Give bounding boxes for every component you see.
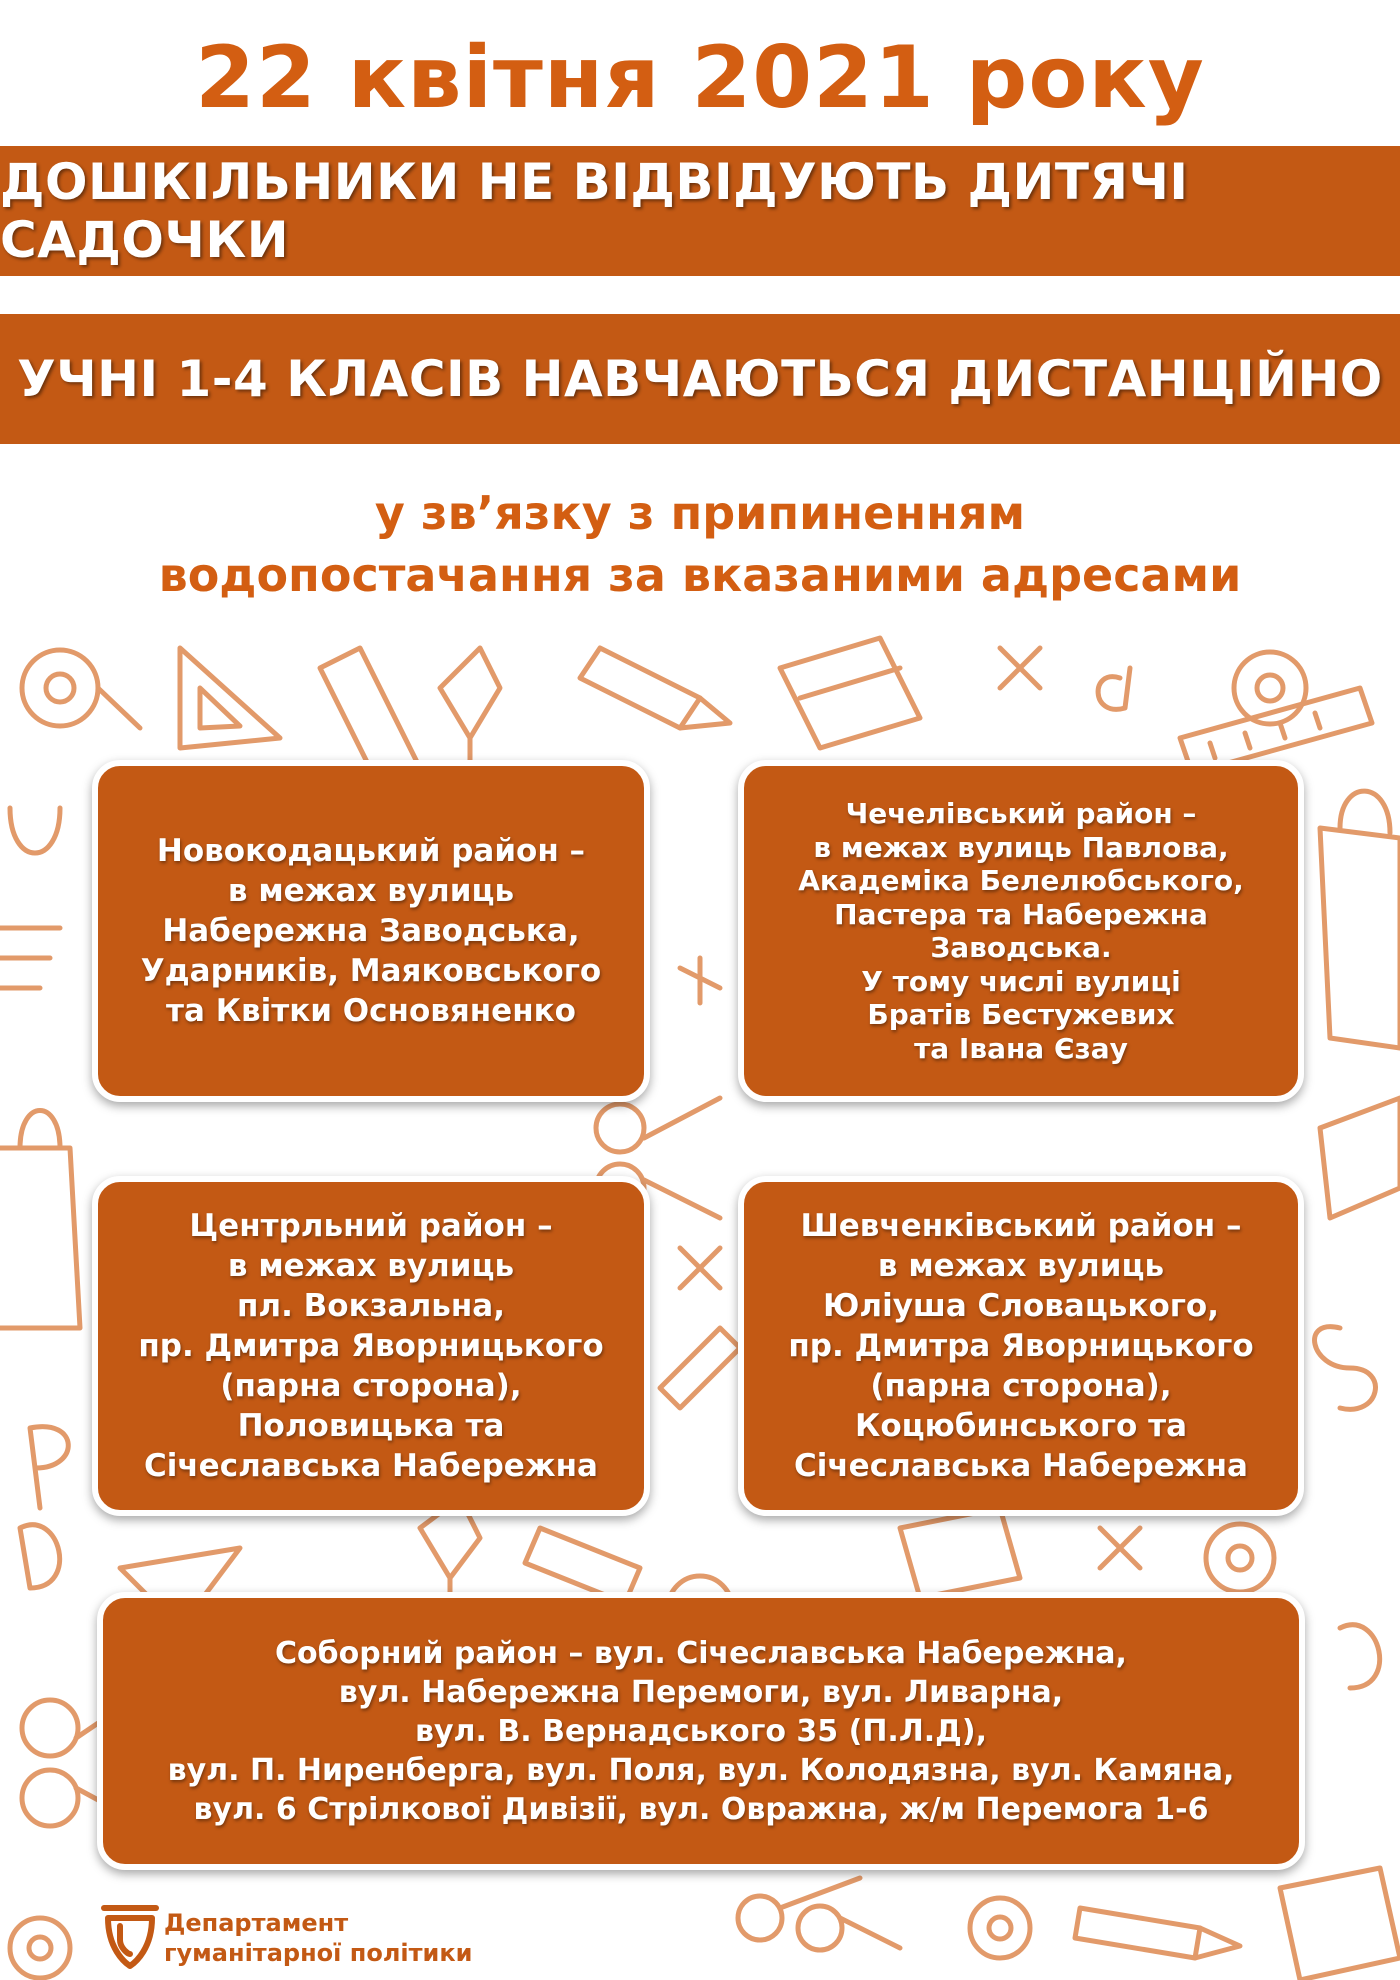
set-square-icon <box>180 648 280 748</box>
tape-roll-icon <box>1206 1524 1274 1592</box>
district-line: Січеславська Набережна <box>794 1448 1248 1484</box>
pencil-icon <box>580 648 730 728</box>
district-line: Заводська. <box>930 931 1112 964</box>
district-line: в межах вулиць <box>227 1248 515 1284</box>
district-line: (парна сторона), <box>870 1368 1172 1404</box>
district-line: вул. В. Вернадського 35 (П.Л.Д), <box>415 1713 987 1749</box>
district-line: У тому числі вулиці <box>861 964 1181 998</box>
book-icon <box>780 638 920 748</box>
district-line: Половицька та <box>237 1408 505 1444</box>
district-card-tsentralnyi <box>92 1176 650 1516</box>
district-card-novokodatskyi <box>92 760 650 1102</box>
district-line: Соборний район – вул. Січеславська Набережна, <box>275 1635 1127 1671</box>
district-line: Новокодацький район – <box>156 833 586 869</box>
department-name-line-1: Департамент <box>164 1909 349 1937</box>
district-line: Братів Бестужевих <box>867 998 1175 1031</box>
subtitle-line-2: водопостачання за вказаними адресами <box>158 548 1242 602</box>
district-line: пл. Вокзальна, <box>236 1288 505 1324</box>
book-icon <box>1280 1868 1400 1980</box>
district-line: в межах вулиць <box>877 1248 1165 1284</box>
district-line: Коцюбинського та <box>854 1408 1188 1444</box>
department-name-line-2: гуманітарної політики <box>164 1939 473 1967</box>
book-icon <box>900 1508 1020 1598</box>
letter-s-icon <box>1315 1327 1376 1410</box>
tape-roll-icon <box>970 1898 1030 1958</box>
plus-icon <box>680 1248 720 1288</box>
banner-schools: УЧНІ 1-4 КЛАСІВ НАВЧАЮТЬСЯ ДИСТАНЦІЙНО <box>0 314 1400 444</box>
tape-roll-icon <box>10 1918 70 1978</box>
subtitle-reason <box>0 482 1400 606</box>
letter-r-icon <box>30 1427 68 1508</box>
district-line: вул. 6 Стрілкової Дивізії, вул. Овражна, ж/м Перемога 1-6 <box>193 1791 1209 1827</box>
district-line: Січеславська Набережна <box>144 1448 598 1484</box>
district-line: в межах вулиць <box>227 873 515 909</box>
district-line: (парна сторона), <box>220 1368 522 1404</box>
district-line: вул. Набережна Перемоги, вул. Ливарна, <box>338 1674 1064 1710</box>
banner-kindergartens: ДОШКІЛЬНИКИ НЕ ВІДВІДУЮТЬ ДИТЯЧІ САДОЧКИ <box>0 146 1400 276</box>
district-line: та Квітки Основяненко <box>166 993 576 1029</box>
plus-icon <box>1100 1528 1140 1568</box>
book-icon <box>1320 1098 1400 1218</box>
district-line: Чечелівський район – <box>845 797 1197 830</box>
plus-icon <box>680 958 720 1003</box>
page-title-date: 22 квітня 2021 року <box>195 28 1205 128</box>
letter-u-icon <box>10 808 60 853</box>
district-card-chechelivskyi <box>738 760 1304 1102</box>
district-line: пр. Дмитра Яворницького <box>788 1328 1254 1364</box>
district-line: Набережна Заводська, <box>162 913 580 949</box>
district-card-sobornyi <box>97 1592 1305 1870</box>
letter-a-icon <box>1098 668 1130 709</box>
district-line: Пастера та Набережна <box>834 897 1208 931</box>
backpack-icon <box>1320 791 1400 1048</box>
backpack-icon <box>0 1111 80 1329</box>
letter-b-icon <box>1340 1625 1380 1688</box>
district-line: Юліуша Словацького, <box>822 1288 1220 1324</box>
scissors-icon <box>738 1878 900 1950</box>
district-line: Ударників, Маяковського <box>140 953 602 989</box>
tape-roll-icon <box>22 650 140 728</box>
plus-icon <box>1000 648 1040 688</box>
subtitle-line-1: у звʼязку з припиненням <box>374 486 1026 540</box>
district-line: в межах вулиць Павлова, <box>813 830 1229 864</box>
district-line: Центрльний район – <box>189 1208 553 1244</box>
lamp-icon <box>440 648 500 778</box>
district-line: та Івана Єзау <box>914 1031 1128 1065</box>
district-line: пр. Дмитра Яворницького <box>138 1328 604 1364</box>
district-line: вул. П. Ниренберга, вул. Поля, вул. Колодязна, вул. Камяна, <box>167 1752 1235 1788</box>
letter-b-icon <box>20 1525 60 1588</box>
lines-icon <box>0 928 60 988</box>
department-logo-icon <box>94 1896 174 1976</box>
district-card-shevchenkivskyi <box>738 1176 1304 1516</box>
pencil-icon <box>660 1328 740 1408</box>
department-name <box>164 1908 472 1968</box>
district-line: Шевченківський район – <box>800 1208 1242 1244</box>
district-line: Академіка Белелюбського, <box>798 864 1244 897</box>
pencil-icon <box>1075 1908 1240 1958</box>
